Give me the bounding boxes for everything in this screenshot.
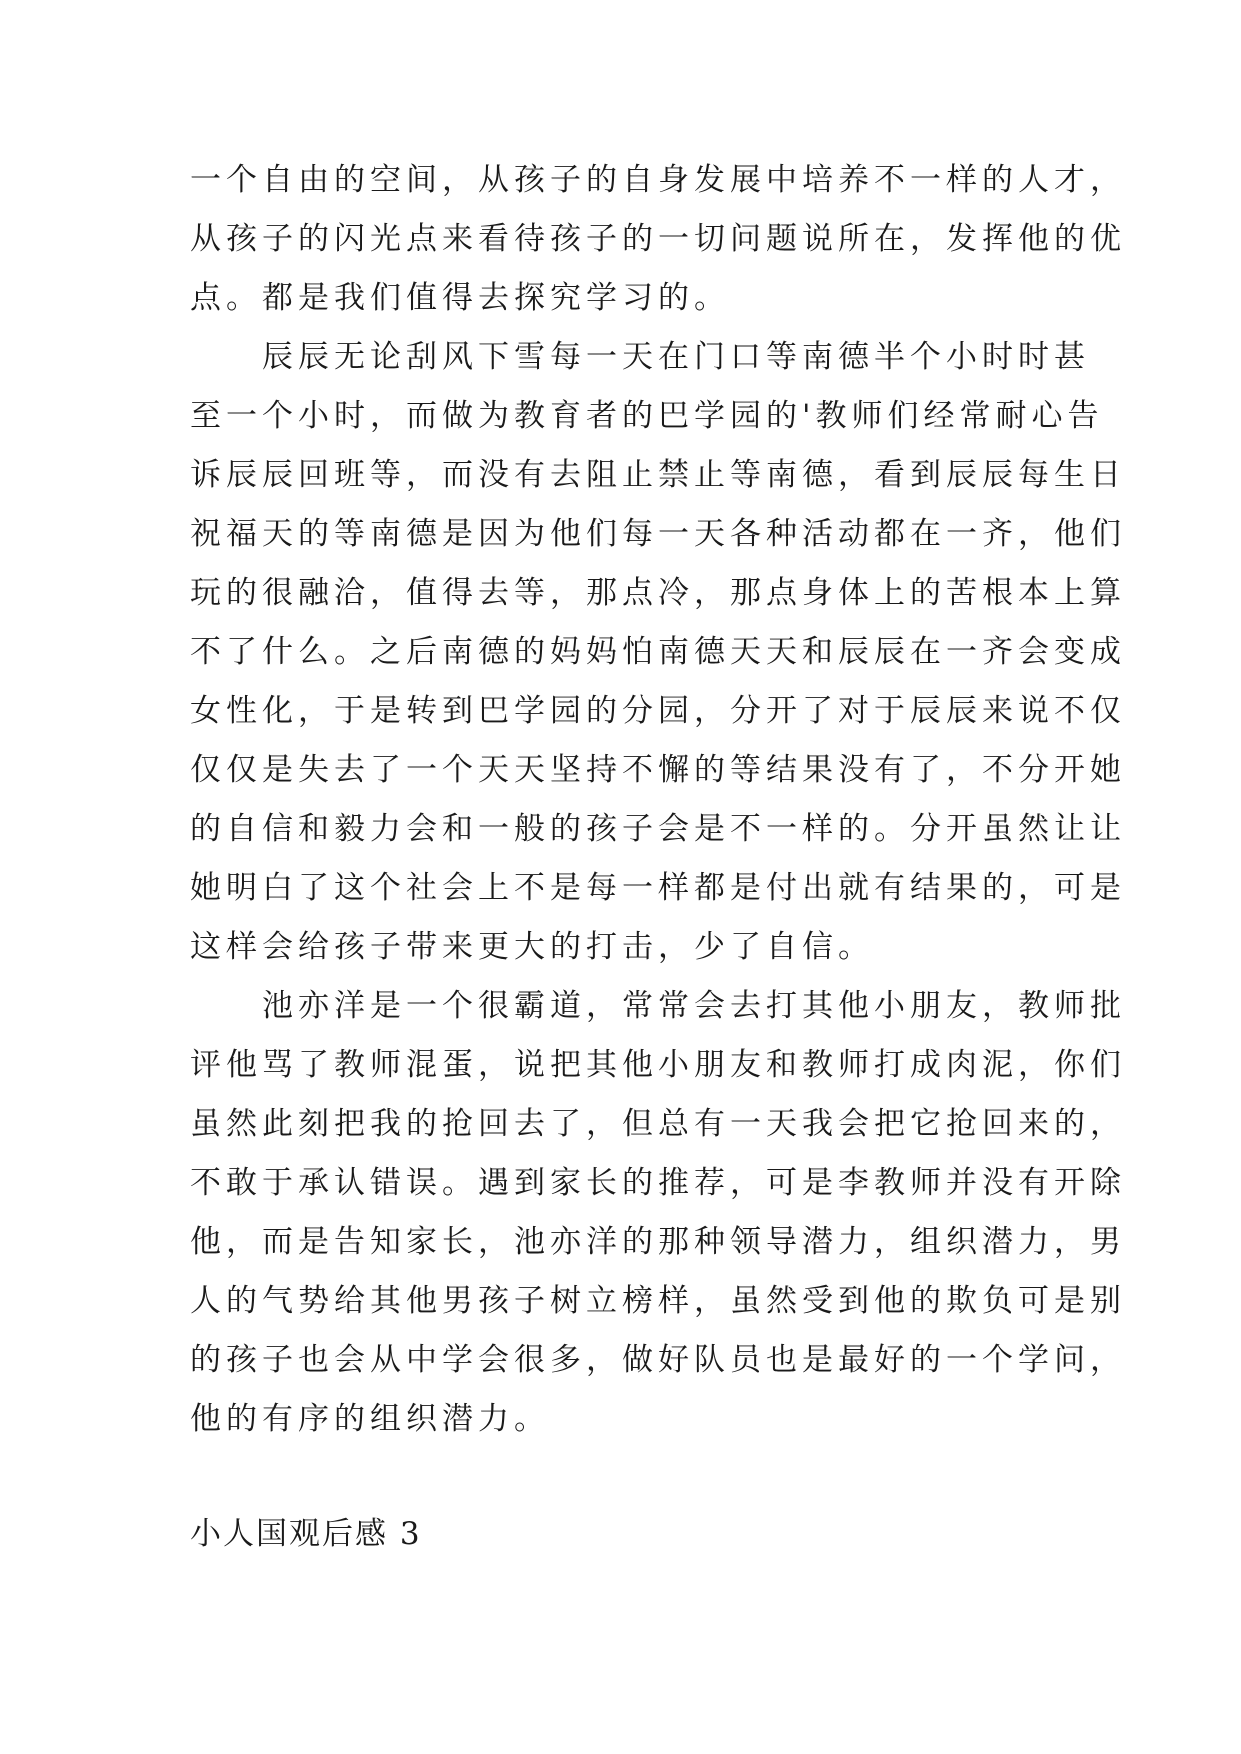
body-line-20: 人的气势给其他男孩子树立榜样，虽然受到他的欺负可是别 [190, 1283, 1126, 1319]
body-line-16: 评他骂了教师混蛋，说把其他小朋友和教师打成肉泥，你们 [190, 1047, 1126, 1083]
body-line-14: 这样会给孩子带来更大的打击，少了自信。 [190, 929, 874, 965]
body-line-5: 至一个小时，而做为教育者的巴学园的'教师们经常耐心告 [190, 398, 1104, 434]
body-line-12: 的自信和毅力会和一般的孩子会是不一样的。分开虽然让让 [190, 811, 1126, 847]
body-line-9: 不了什么。之后南德的妈妈怕南德天天和辰辰在一齐会变成 [190, 634, 1126, 670]
body-line-10: 女性化，于是转到巴学园的分园，分开了对于辰辰来说不仅 [190, 693, 1126, 729]
body-line-8: 玩的很融洽，值得去等，那点冷，那点身体上的苦根本上算 [190, 575, 1126, 611]
body-line-3: 点。都是我们值得去探究学习的。 [190, 280, 730, 316]
body-line-4: 辰辰无论刮风下雪每一天在门口等南德半个小时时甚 [190, 339, 1090, 375]
body-line-13: 她明白了这个社会上不是每一样都是付出就有结果的，可是 [190, 870, 1126, 906]
body-line-19: 他，而是告知家长，池亦洋的那种领导潜力，组织潜力，男 [190, 1224, 1126, 1260]
body-line-15: 池亦洋是一个很霸道，常常会去打其他小朋友，教师批 [190, 988, 1126, 1024]
body-line-21: 的孩子也会从中学会很多，做好队员也是最好的一个学问， [190, 1342, 1126, 1378]
body-line-18: 不敢于承认错误。遇到家长的推荐，可是李教师并没有开除 [190, 1165, 1126, 1201]
body-line-11: 仅仅是失去了一个天天坚持不懈的等结果没有了，不分开她 [190, 752, 1126, 788]
body-line-7: 祝福天的等南德是因为他们每一天各种活动都在一齐，他们 [190, 516, 1126, 552]
section-heading: 小人国观后感 3 [190, 1516, 422, 1552]
body-line-1: 一个自由的空间，从孩子的自身发展中培养不一样的人才， [190, 162, 1126, 198]
body-line-17: 虽然此刻把我的抢回去了，但总有一天我会把它抢回来的， [190, 1106, 1126, 1142]
body-line-6: 诉辰辰回班等，而没有去阻止禁止等南德，看到辰辰每生日 [190, 457, 1126, 493]
body-line-2: 从孩子的闪光点来看待孩子的一切问题说所在，发挥他的优 [190, 221, 1126, 257]
body-line-22: 他的有序的组织潜力。 [190, 1401, 550, 1437]
